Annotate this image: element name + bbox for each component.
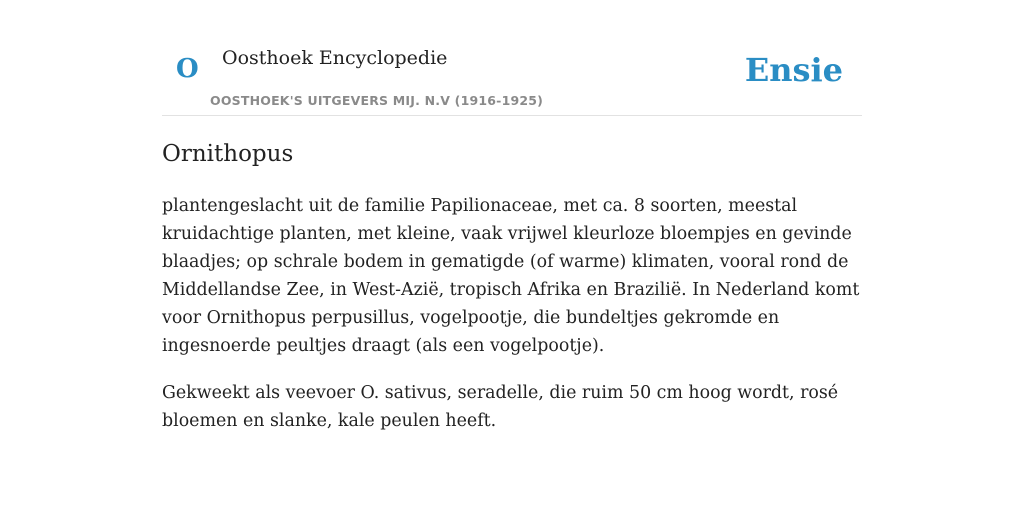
source-publisher: OOSTHOEK'S UITGEVERS MIJ. N.V (1916-1925): [210, 93, 544, 108]
entry-paragraph-2: Gekweekt als veevoer O. sativus, seradelle, die ruim 50 cm hoog wordt, rosé bloemen en slanke, kale peulen heeft.: [162, 383, 839, 431]
ensie-brand-logo[interactable]: Ensie: [744, 51, 843, 89]
source-title-link[interactable]: Oosthoek Encyclopedie: [222, 47, 448, 69]
source-header: [162, 0, 862, 116]
page-container: [162, 0, 862, 431]
entry-body: [162, 192, 862, 454]
source-logo[interactable]: O: [176, 54, 199, 84]
entry-title: Ornithopus: [162, 141, 294, 167]
entry-paragraph-1: plantengeslacht uit de familie Papilionaceae, met ca. 8 soorten, meestal kruidachtige planten, met kleine, vaak vrijwel kleurloze bloempjes en gevinde blaadjes; op schrale bodem in gematigde (of warme) klimaten, vooral rond de Middellandse Zee, in West-Azië, tropisch Afrika en Brazilië. In Nederland komt voor Ornithopus perpusillus, vogelpootje, die bundeltjes gekromde en ingesnoerde peultjes draagt (als een vogelpootje).: [162, 196, 860, 356]
